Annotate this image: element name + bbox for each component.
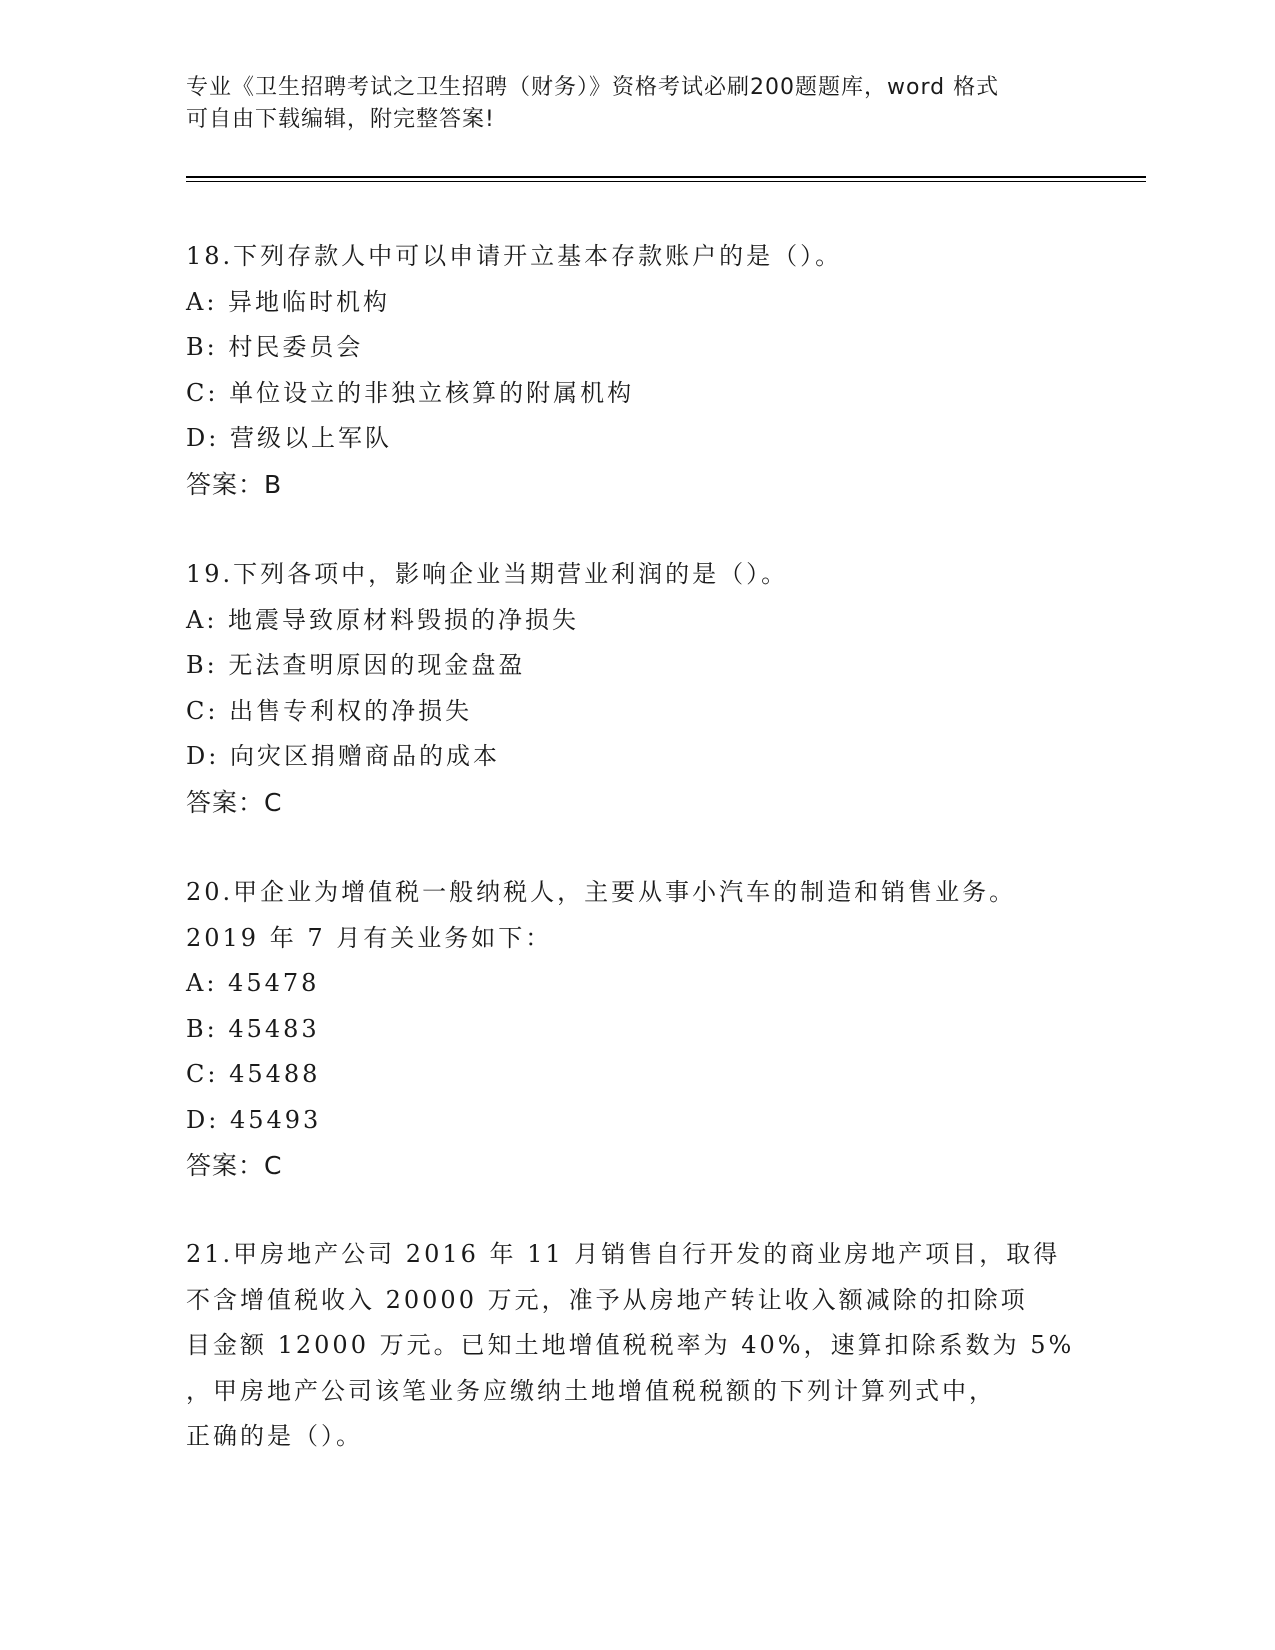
question-20 xyxy=(186,870,1086,1189)
header-divider-thin xyxy=(186,181,1146,182)
question-stem-line-1: 20.甲企业为增值税一般纳税人，主要从事小汽车的制造和销售业务。 xyxy=(186,878,1017,906)
question-stem: 18.下列存款人中可以申请开立基本存款账户的是（）。 xyxy=(186,242,843,270)
option-d: D: 营级以上军队 xyxy=(186,424,392,452)
question-stem-line-5: 正确的是（）。 xyxy=(186,1422,363,1450)
option-a: A: 45478 xyxy=(186,969,320,997)
question-18 xyxy=(186,234,1086,507)
option-a: A: 地震导致原材料毁损的净损失 xyxy=(186,605,580,634)
question-stem-line-4: ，甲房地产公司该笔业务应缴纳土地增值税税额的下列计算列式中， xyxy=(186,1376,996,1405)
question-stem-line-1: 21.甲房地产公司 2016 年 11 月销售自行开发的商业房地产项目，取得 xyxy=(186,1240,1061,1268)
answer-line: 答案：C xyxy=(186,787,283,817)
question-21 xyxy=(186,1232,1086,1460)
header-line-2: 可自由下载编辑，附完整答案! xyxy=(186,107,495,132)
answer-line: 答案：C xyxy=(186,1151,283,1180)
question-stem-line-2: 不含增值税收入 20000 万元，准予从房地产转让收入额减除的扣除项 xyxy=(186,1285,1028,1314)
answer-line: 答案：B xyxy=(186,469,283,499)
option-c: C: 单位设立的非独立核算的附属机构 xyxy=(186,378,635,407)
option-d: D: 45493 xyxy=(186,1105,322,1134)
option-a: A: 异地临时机构 xyxy=(186,287,391,316)
header-line-1: 专业《卫生招聘考试之卫生招聘（财务）》资格考试必刷200题题库，word 格式 xyxy=(186,75,1000,100)
question-stem-line-2: 2019 年 7 月有关业务如下： xyxy=(186,923,553,952)
question-stem-line-3: 目金额 12000 万元。已知土地增值税税率为 40%，速算扣除系数为 5% xyxy=(186,1331,1075,1359)
option-b: B: 村民委员会 xyxy=(186,333,364,361)
option-c: C: 45488 xyxy=(186,1060,321,1088)
option-d: D: 向灾区捐赠商品的成本 xyxy=(186,742,500,770)
question-stem: 19.下列各项中，影响企业当期营业利润的是（）。 xyxy=(186,560,789,588)
header-divider-thick xyxy=(186,176,1146,178)
option-b: B: 45483 xyxy=(186,1014,320,1043)
question-19 xyxy=(186,552,1086,825)
document-header xyxy=(186,72,1086,136)
option-c: C: 出售专利权的净损失 xyxy=(186,696,473,725)
option-b: B: 无法查明原因的现金盘盈 xyxy=(186,651,526,679)
